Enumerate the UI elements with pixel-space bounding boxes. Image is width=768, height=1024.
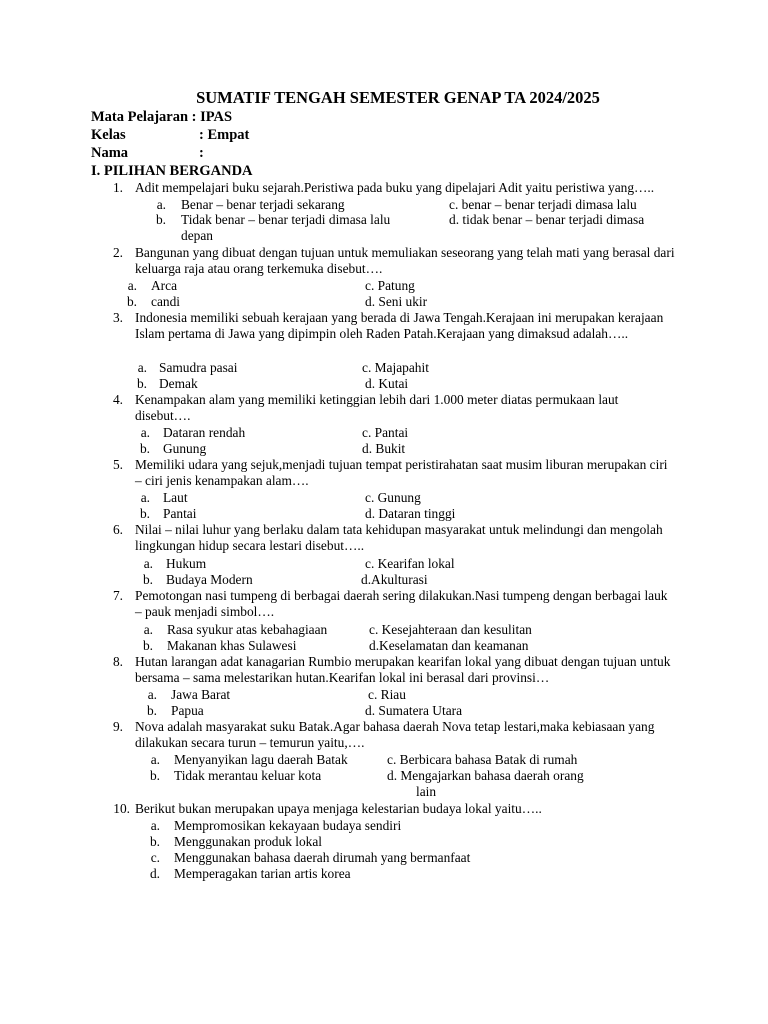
- option-b: Tidak merantau keluar kota: [174, 768, 322, 783]
- question-number: 7.: [112, 588, 123, 603]
- option-letter: a.: [140, 490, 150, 505]
- option-d: Memperagakan tarian artis korea: [174, 866, 351, 881]
- option-d: d. tidak benar – benar terjadi dimasa: [449, 212, 645, 227]
- question-text: Hutan larangan adat kanagarian Rumbio merupakan kearifan lokal yang dibuat dengan tujuan untuk bersama – sama melestarikan hutan.Kearifan lokal ini berasal dari provinsi…: [135, 654, 671, 686]
- question-text: Kenampakan alam yang memiliki ketinggian lebih dari 1.000 meter diatas permukaan laut disebut….: [135, 392, 619, 424]
- option-a: Laut: [163, 490, 188, 505]
- question-number: 3.: [112, 310, 123, 325]
- option-letter: a.: [140, 425, 150, 440]
- option-letter: b.: [149, 768, 160, 783]
- name-label: Nama: [91, 145, 129, 161]
- question-text: Nova adalah masyarakat suku Batak.Agar bahasa daerah Nova tetap lestari,maka kebiasaan yang dilakukan secara turun – temurun yaitu,….: [135, 719, 655, 751]
- question-text: Memiliki udara yang sejuk,menjadi tujuan tempat peristirahatan saat musim liburan merupakan ciri – ciri jenis kenampakan alam….: [135, 457, 668, 489]
- option-letter: b.: [126, 294, 137, 309]
- option-letter: b.: [136, 376, 147, 391]
- question-number: 2.: [112, 245, 123, 260]
- option-a: Dataran rendah: [163, 425, 246, 440]
- option-b: Menggunakan produk lokal: [174, 834, 323, 849]
- question-text: Berikut bukan merupakan upaya menjaga kelestarian budaya lokal yaitu…..: [135, 801, 542, 816]
- class-value: : Empat: [199, 127, 250, 143]
- option-d: d.Keselamatan dan keamanan: [369, 638, 529, 653]
- option-c: c. Patung: [365, 278, 415, 293]
- option-letter: b.: [142, 638, 153, 653]
- option-letter: b.: [139, 441, 150, 456]
- question-text: Bangunan yang dibuat dengan tujuan untuk memuliakan seseorang yang telah mati yang berasal dari keluarga raja atau orang terkemuka disebut….: [135, 245, 675, 277]
- option-b: Pantai: [163, 506, 197, 521]
- option-a: Menyanyikan lagu daerah Batak: [174, 752, 348, 767]
- question-number: 4.: [112, 392, 123, 407]
- option-c: c. Kearifan lokal: [365, 556, 455, 571]
- question-text: Adit mempelajari buku sejarah.Peristiwa pada buku yang dipelajari Adit yaitu peristiwa yang…..: [135, 180, 655, 195]
- subject-line: Mata Pelajaran : IPAS: [91, 109, 233, 125]
- option-b: Demak: [159, 376, 198, 391]
- option-letter: d.: [149, 866, 160, 881]
- question-text: Nilai – nilai luhur yang berlaku dalam tata kehidupan masyarakat untuk melindungi dan mengolah lingkungan hidup secara lestari disebut…..: [135, 522, 663, 554]
- option-letter: a.: [150, 818, 160, 833]
- option-c: Menggunakan bahasa daerah dirumah yang bermanfaat: [174, 850, 471, 865]
- option-letter: a.: [143, 556, 153, 571]
- option-b: Papua: [171, 703, 204, 718]
- option-a: Rasa syukur atas kebahagiaan: [167, 622, 328, 637]
- option-c: c. Berbicara bahasa Batak di rumah: [387, 752, 578, 767]
- page-title: SUMATIF TENGAH SEMESTER GENAP TA 2024/2025: [196, 88, 600, 107]
- option-a: Jawa Barat: [171, 687, 231, 702]
- name-line: [91, 144, 204, 162]
- option-a: Hukum: [166, 556, 207, 571]
- question-number: 9.: [112, 719, 123, 734]
- option-letter: a.: [137, 360, 147, 375]
- class-label: Kelas: [91, 127, 126, 143]
- question-number: 1.: [112, 180, 123, 195]
- option-c: c. Pantai: [362, 425, 409, 440]
- question-number: 5.: [112, 457, 123, 472]
- option-letter: c.: [150, 850, 160, 865]
- option-letter: a.: [150, 752, 160, 767]
- option-letter: b.: [142, 572, 153, 587]
- question-number: 8.: [112, 654, 123, 669]
- option-b-continued: depan: [181, 228, 213, 243]
- option-c: c. Majapahit: [362, 360, 429, 375]
- option-d: d. Bukit: [362, 441, 406, 456]
- section-heading: I. PILIHAN BERGANDA: [91, 163, 253, 179]
- option-c: c. Kesejahteraan dan kesulitan: [369, 622, 532, 637]
- question-text: Pemotongan nasi tumpeng di berbagai daerah sering dilakukan.Nasi tumpeng dengan berbagai lauk – pauk menjadi simbol….: [135, 588, 668, 620]
- option-d: d. Mengajarkan bahasa daerah orang: [387, 768, 584, 783]
- option-d: d. Sumatera Utara: [365, 703, 463, 718]
- option-b: Tidak benar – benar terjadi dimasa lalu: [181, 212, 391, 227]
- option-letter: b.: [139, 506, 150, 521]
- option-a: Arca: [151, 278, 178, 293]
- option-b: Makanan khas Sulawesi: [167, 638, 297, 653]
- option-d: d. Seni ukir: [365, 294, 428, 309]
- option-b: Gunung: [163, 441, 207, 456]
- option-letter: a.: [127, 278, 137, 293]
- option-d: d. Kutai: [365, 376, 409, 391]
- option-c: c. benar – benar terjadi dimasa lalu: [449, 197, 637, 212]
- option-b: candi: [151, 294, 180, 309]
- option-letter: b.: [149, 834, 160, 849]
- option-b: Budaya Modern: [166, 572, 253, 587]
- option-c: c. Gunung: [365, 490, 421, 505]
- option-d: d.Akulturasi: [361, 572, 428, 587]
- question-number: 10.: [113, 801, 130, 816]
- question-text: Indonesia memiliki sebuah kerajaan yang berada di Jawa Tengah.Kerajaan ini merupakan kerajaan Islam pertama di Jawa yang dipimpin oleh Raden Patah.Kerajaan yang dimaksud adalah…..: [135, 310, 664, 342]
- option-a: Benar – benar terjadi sekarang: [181, 197, 345, 212]
- question-number: 6.: [112, 522, 123, 537]
- class-line: [91, 126, 249, 144]
- option-a: Mempromosikan kekayaan budaya sendiri: [174, 818, 402, 833]
- option-letter: a.: [156, 197, 166, 212]
- option-letter: a.: [143, 622, 153, 637]
- name-value: :: [199, 145, 204, 161]
- option-c: c. Riau: [368, 687, 406, 702]
- option-letter: b.: [155, 212, 166, 227]
- option-letter: b.: [146, 703, 157, 718]
- option-d-continued: lain: [416, 784, 437, 799]
- option-letter: a.: [147, 687, 157, 702]
- option-a: Samudra pasai: [159, 360, 238, 375]
- option-d: d. Dataran tinggi: [365, 506, 456, 521]
